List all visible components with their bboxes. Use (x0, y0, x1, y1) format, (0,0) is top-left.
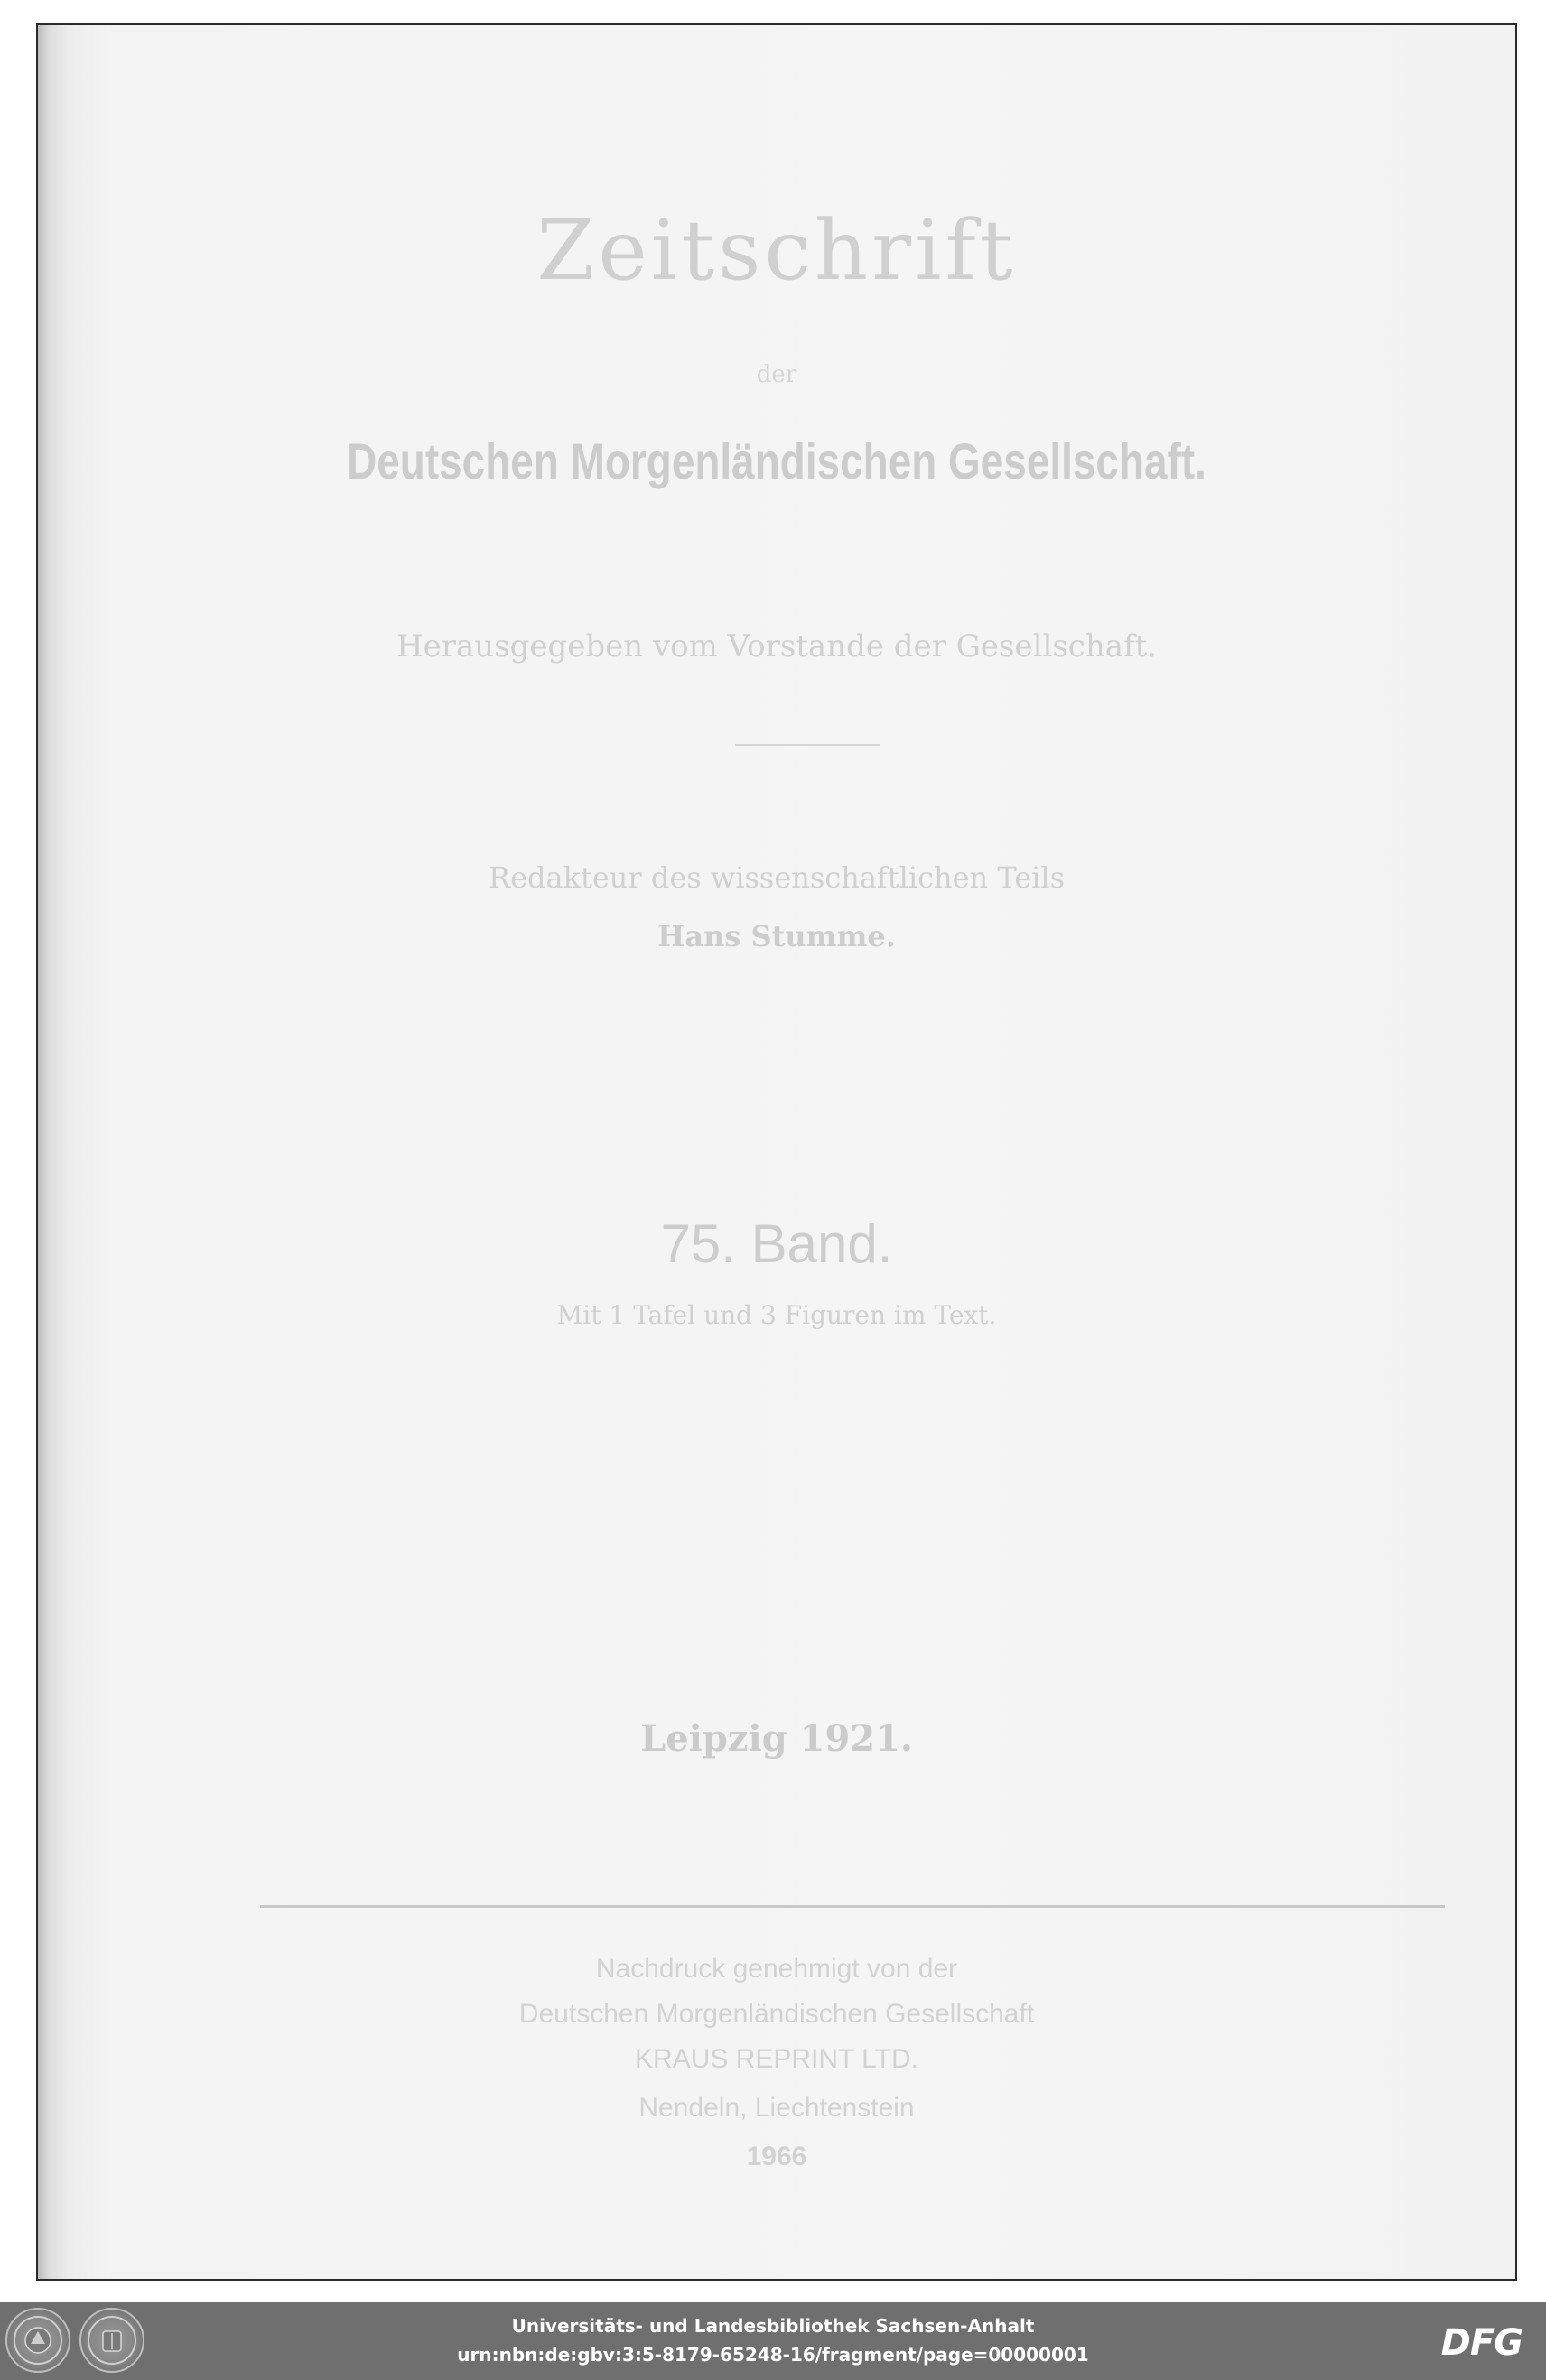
reprint-publisher: KRAUS REPRINT LTD. (635, 2044, 918, 2074)
library-footer-bar (0, 2302, 1546, 2380)
reprint-line-1: Nachdruck genehmigt von der (595, 1954, 958, 1984)
reprint-line-2: Deutschen Morgenländischen Gesellschaft (518, 1999, 1035, 2029)
publisher-line: Herausgegeben vom Vorstande der Gesellschaft. (396, 628, 1158, 665)
plates-figures-note: Mit 1 Tafel und 3 Figuren im Text. (556, 1300, 997, 1330)
journal-title: Zeitschrift (536, 202, 1017, 299)
dfg-logo: DFG (1440, 2322, 1523, 2364)
short-divider (735, 744, 880, 746)
library-name: Universitäts- und Landesbibliothek Sachsen-Anhalt (511, 2315, 1035, 2337)
volume-number: 75. Band. (660, 1213, 893, 1274)
reprint-year: 1966 (746, 2142, 807, 2171)
urn-identifier: urn:nbn:de:gbv:3:5-8179-65248-16/fragment/page=00000001 (457, 2344, 1089, 2366)
reprint-location: Nendeln, Liechtenstein (638, 2093, 915, 2123)
title-preposition: der (756, 361, 797, 388)
editor-name: Hans Stumme. (657, 919, 896, 953)
society-name: Deutschen Morgenländischen Gesellschaft. (347, 432, 1206, 489)
long-divider (260, 1905, 1445, 1908)
scanned-title-page (36, 23, 1517, 2281)
place-and-year: Leipzig 1921. (640, 1717, 913, 1760)
editor-role-line: Redakteur des wissenschaftlichen Teils (488, 860, 1066, 895)
